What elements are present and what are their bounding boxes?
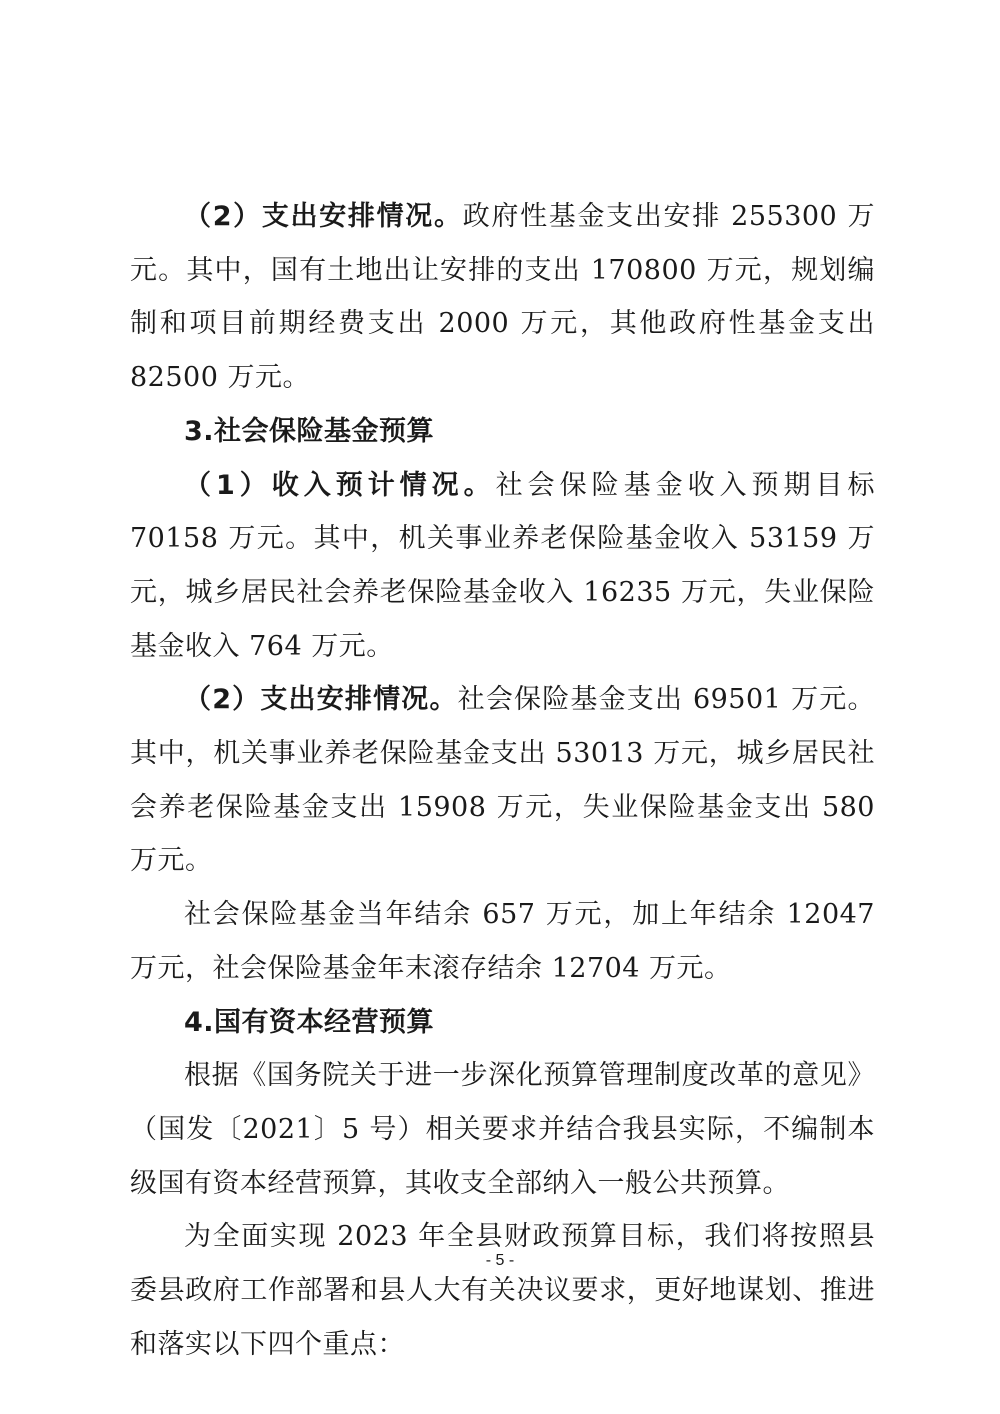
paragraph-social-insurance-income bbox=[130, 459, 875, 674]
section-heading-state-capital: 4.国有资本经营预算 bbox=[184, 1006, 435, 1038]
paragraph-text: 社会保险基金收入预期目标 70158 万元。其中，机关事业养老保险基金收入 53159 万元，城乡居民社会养老保险基金收入 16235 万元，失业保险基金收入 764 万元。 bbox=[130, 469, 876, 662]
paragraph-social-insurance-balance: 社会保险基金当年结余 657 万元，加上年结余 12047 万元，社会保险基金年末滚存结余 12704 万元。 bbox=[130, 899, 875, 984]
paragraph-budget-goals: 为全面实现 2023 年全县财政预算目标，我们将按照县委县政府工作部署和县人大有关决议要求，更好地谋划、推进和落实以下四个重点： bbox=[130, 1221, 875, 1360]
paragraph-social-insurance-expenditure bbox=[130, 673, 875, 888]
paragraph-lead: （2）支出安排情况。 bbox=[184, 684, 458, 716]
paragraph-text: 社会保险基金支出 69501 万元。其中，机关事业养老保险基金支出 53013 万元，城乡居民社会养老保险基金支出 15908 万元，失业保险基金支出 580 万元。 bbox=[130, 684, 875, 877]
document-body bbox=[130, 190, 875, 1371]
paragraph-lead: （1）收入预计情况。 bbox=[184, 469, 496, 501]
paragraph-lead: （2）支出安排情况。 bbox=[184, 201, 463, 232]
page-number: - 5 - bbox=[485, 1252, 515, 1269]
paragraph-text: 政府性基金支出安排 255300 万元。其中，国有土地出让安排的支出 170800 万元，规划编制和项目前期经费支出 2000 万元，其他政府性基金支出 82500 万元。 bbox=[130, 201, 876, 394]
paragraph-gov-fund-expenditure bbox=[130, 190, 875, 405]
paragraph-state-capital-policy: 根据《国务院关于进一步深化预算管理制度改革的意见》（国发〔2021〕5 号）相关要求并结合我县实际，不编制本级国有资本经营预算，其收支全部纳入一般公共预算。 bbox=[130, 1060, 875, 1199]
section-heading-social-insurance: 3.社会保险基金预算 bbox=[184, 415, 435, 447]
